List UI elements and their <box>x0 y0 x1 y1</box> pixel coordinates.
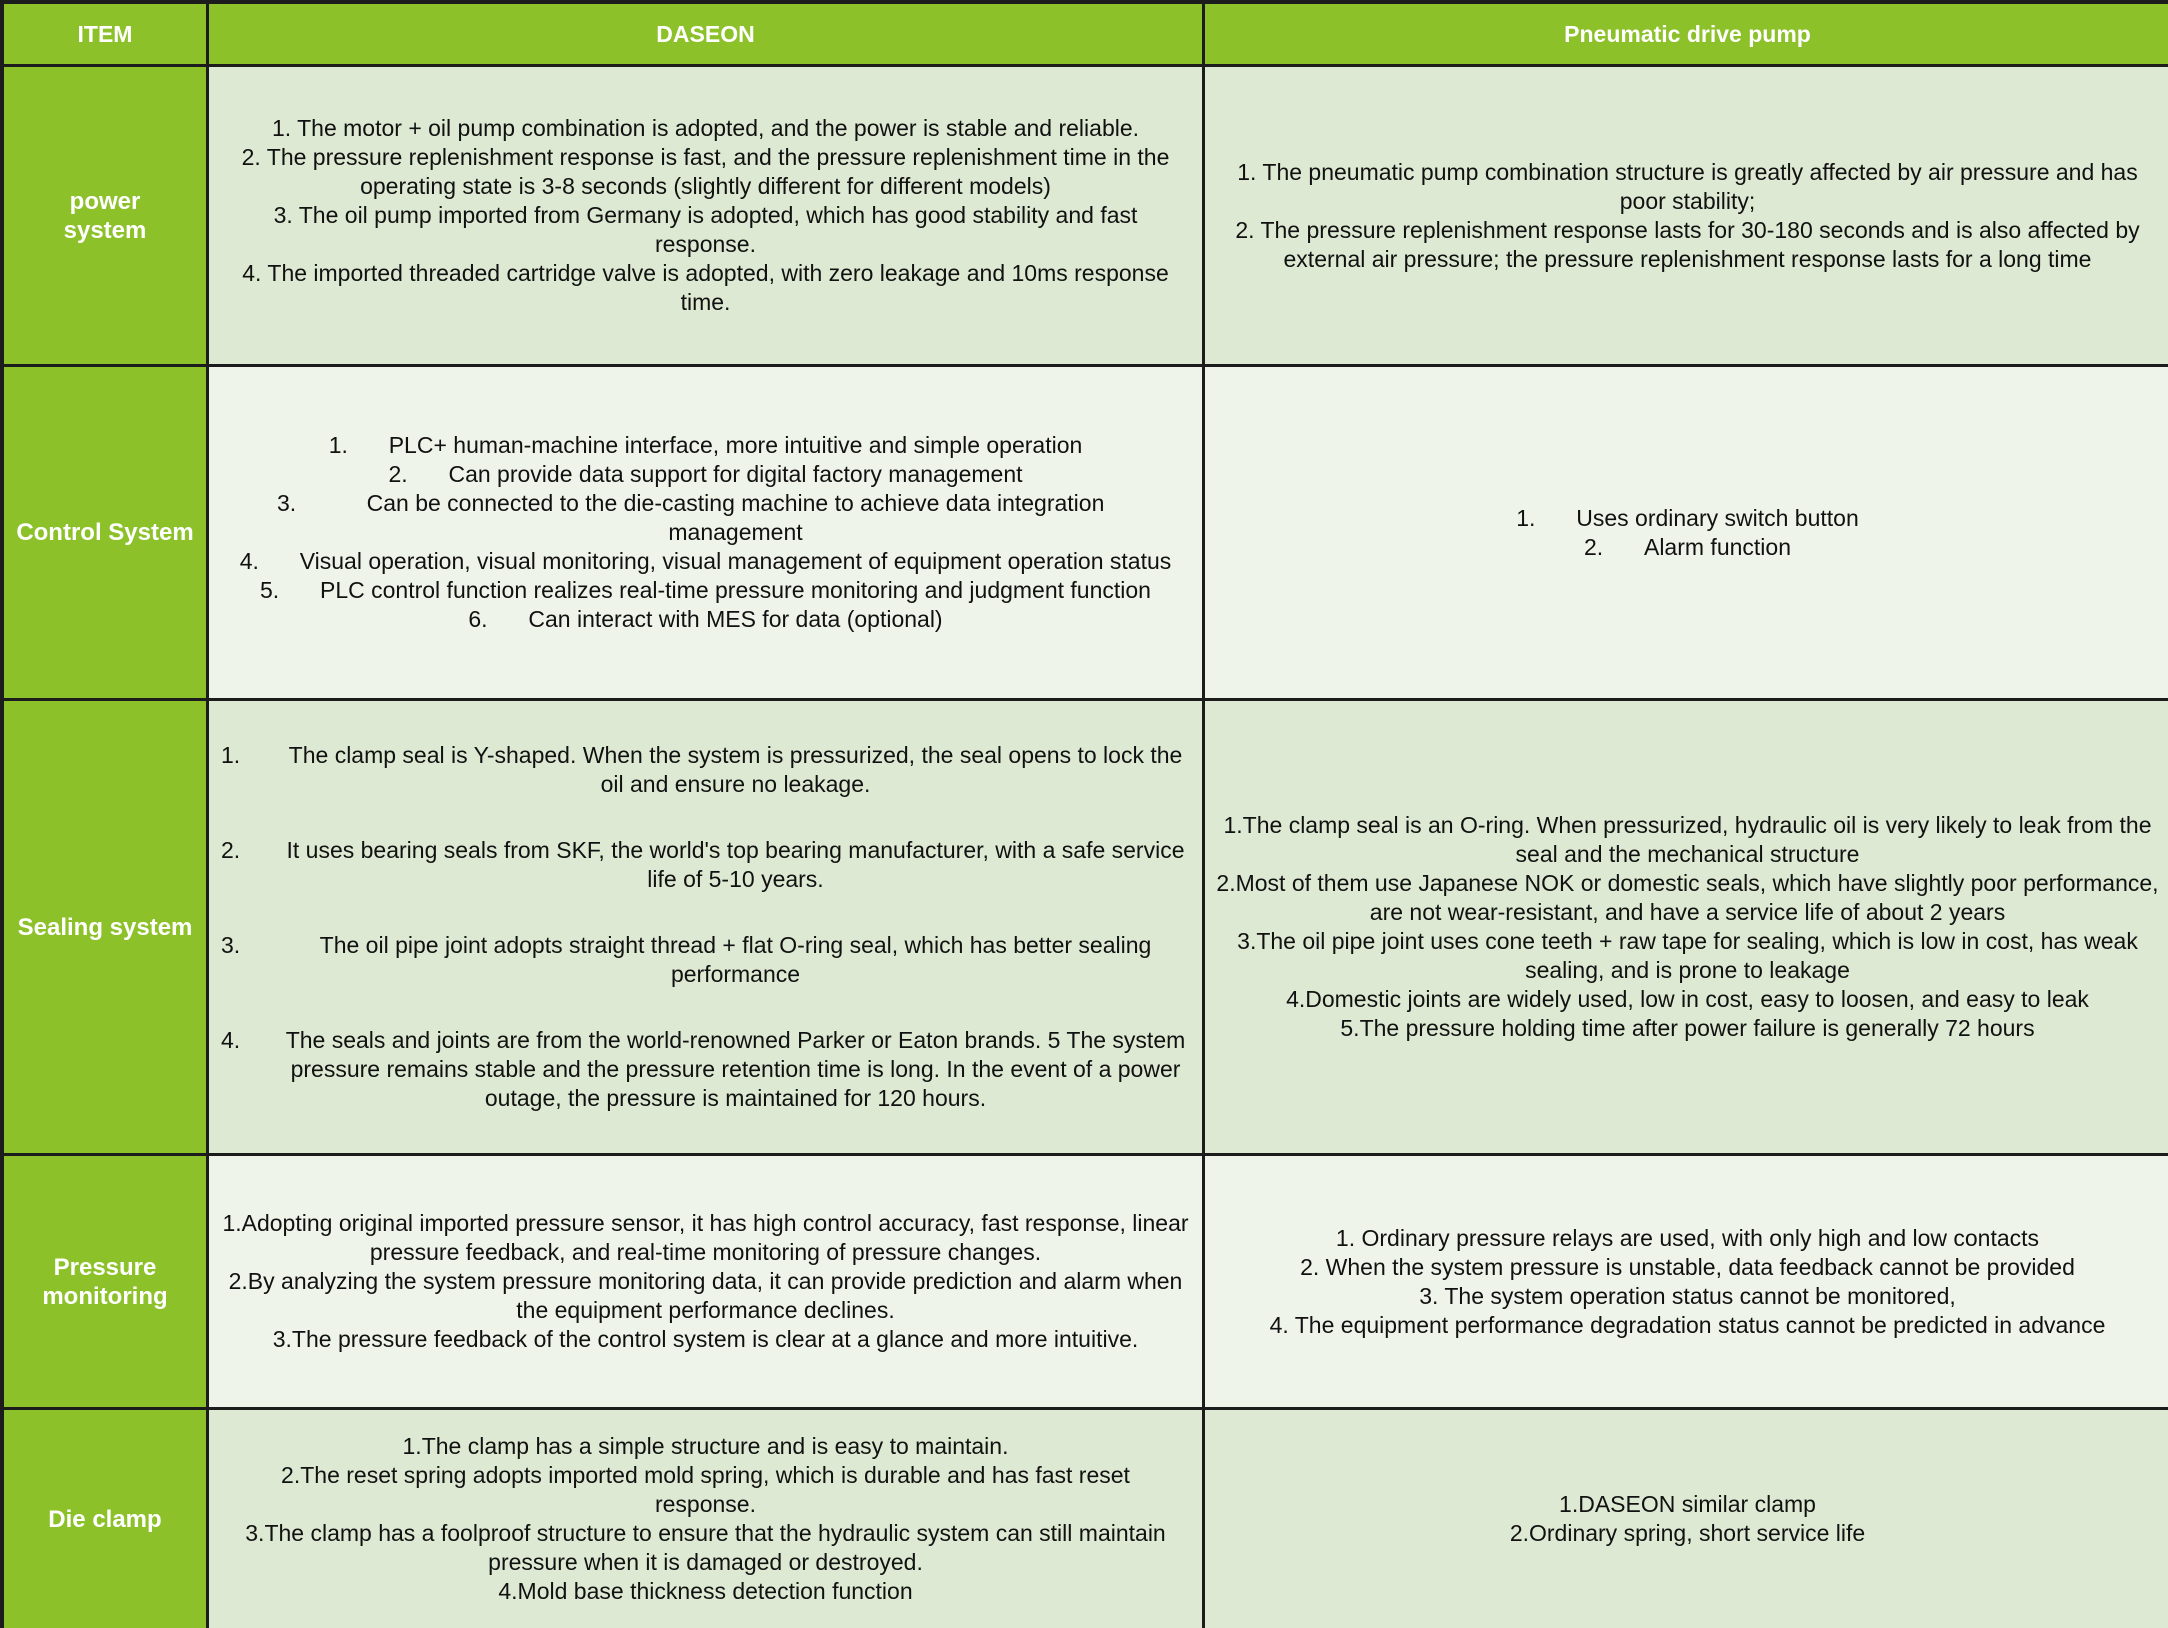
list-text: Can interact with MES for data (optional) <box>528 606 943 632</box>
row-label: power system <box>63 187 147 244</box>
row-label-die-clamp <box>4 1410 206 1628</box>
list-item: 2.Most of them use Japanese NOK or domestic seals, which have slightly poor performance, are not wear-resistant, and have a service life of about 2 years <box>1216 870 2159 925</box>
list-item: 2. The pressure replenishment response is fast, and the pressure replenishment time in the operating state is 3-8 seconds (slightly different for different models) <box>241 144 1170 199</box>
list-item: 2. When the system pressure is unstable, data feedback cannot be provided <box>1300 1253 2075 1280</box>
list-item <box>260 576 1151 605</box>
power-system-pneumatic-cell <box>1205 67 2168 364</box>
list-item <box>329 431 1083 460</box>
list-text: Alarm function <box>1643 533 1791 560</box>
list-item: 1.DASEON similar clamp <box>1559 1491 1816 1517</box>
list-number: 6. <box>468 606 488 632</box>
row-label: Die clamp <box>48 1505 162 1533</box>
list-number: 2. <box>221 837 241 863</box>
pressure-monitoring-daseon-cell <box>209 1156 1202 1407</box>
pressure-monitoring-pneumatic-cell <box>1205 1156 2168 1407</box>
list-number: 1. <box>328 432 348 458</box>
list-item: 4. The imported threaded cartridge valve is adopted, with zero leakage and 10ms response time. <box>242 260 1169 315</box>
list-item <box>220 547 1192 576</box>
list-item: 4. The equipment performance degradation status cannot be predicted in advance <box>1269 1311 2106 1338</box>
list-text: Uses ordinary switch button <box>1576 504 1859 531</box>
list-item: 1. Ordinary pressure relays are used, with only high and low contacts <box>1335 1224 2040 1251</box>
list-item: 2.Ordinary spring, short service life <box>1509 1520 1866 1546</box>
list-item: 3.The oil pipe joint uses cone teeth + raw tape for sealing, which is low in cost, has weak sealing, and is prone to leakage <box>1237 928 2138 983</box>
list-item <box>221 741 1190 799</box>
list-text: PLC control function realizes real-time pressure monitoring and judgment function <box>320 577 1151 603</box>
die-clamp-daseon-cell <box>209 1410 1202 1628</box>
list-item <box>1584 533 1791 562</box>
sealing-system-pneumatic-cell <box>1205 701 2168 1153</box>
list-item: 3.The pressure feedback of the control system is clear at a glance and more intuitive. <box>272 1326 1139 1352</box>
list-number: 1. <box>1516 504 1536 531</box>
list-item: 1. The pneumatic pump combination structure is greatly affected by air pressure and has poor stability; <box>1237 158 2138 214</box>
list-number: 5. <box>260 577 280 603</box>
row-label: Control System <box>16 519 194 546</box>
list-item: 2. The pressure replenishment response lasts for 30-180 seconds and is also affected by external air pressure; the pressure replenishment response lasts for a long time <box>1235 216 2140 272</box>
control-system-daseon-cell <box>209 367 1202 698</box>
list-item: 1.The clamp seal is an O-ring. When pressurized, hydraulic oil is very likely to leak from the seal and the mechanical structure <box>1223 812 2152 867</box>
list-item: 1.The clamp has a simple structure and is easy to maintain. <box>402 1433 1009 1459</box>
list-item: 1. The motor + oil pump combination is adopted, and the power is stable and reliable. <box>271 115 1140 141</box>
list-item: 2.The reset spring adopts imported mold spring, which is durable and has fast reset response. <box>281 1462 1130 1517</box>
list-number: 3. <box>277 490 297 516</box>
power-system-daseon-cell <box>209 67 1202 364</box>
row-label-pressure-monitoring <box>4 1156 206 1407</box>
list-item <box>221 1026 1190 1113</box>
list-item: 3. The system operation status cannot be monitored, <box>1419 1282 1956 1309</box>
list-number: 2. <box>388 461 408 487</box>
list-text: Can provide data support for digital factory management <box>448 461 1023 487</box>
list-item: 1.Adopting original imported pressure sensor, it has high control accuracy, fast response, linear pressure feedback, and real-time monitoring of pressure changes. <box>222 1210 1189 1265</box>
list-item: 3. The oil pump imported from Germany is adopted, which has good stability and fast response. <box>273 202 1138 257</box>
list-number: 1. <box>221 742 241 768</box>
list-text: Can be connected to the die-casting machine to achieve data integration management <box>366 490 1105 545</box>
header-daseon: DASEON <box>209 4 1202 64</box>
list-item: 4.Mold base thickness detection function <box>498 1578 913 1604</box>
list-item: 2.By analyzing the system pressure monitoring data, it can provide prediction and alarm when the equipment performance declines. <box>228 1268 1183 1323</box>
list-item <box>221 836 1190 894</box>
list-item <box>1516 504 1859 533</box>
list-item <box>468 605 942 634</box>
list-number: 4. <box>221 1027 241 1053</box>
list-item <box>221 931 1190 989</box>
die-clamp-pneumatic-cell <box>1205 1410 2168 1628</box>
list-text: Visual operation, visual monitoring, visual management of equipment operation status <box>299 548 1172 574</box>
header-pneumatic: Pneumatic drive pump <box>1205 4 2168 64</box>
list-item <box>388 460 1022 489</box>
list-item <box>217 489 1194 547</box>
row-label-power-system <box>4 67 206 364</box>
list-item: 5.The pressure holding time after power failure is generally 72 hours <box>1340 1015 2035 1041</box>
row-label-sealing-system <box>4 701 206 1153</box>
row-label: Pressure monitoring <box>42 1253 168 1310</box>
control-system-pneumatic-cell <box>1205 367 2168 698</box>
sealing-system-daseon-cell <box>209 701 1202 1153</box>
header-item: ITEM <box>4 4 206 64</box>
list-text: The clamp seal is Y-shaped. When the system is pressurized, the seal opens to lock the oil and ensure no leakage. <box>288 742 1183 797</box>
list-item: 3.The clamp has a foolproof structure to ensure that the hydraulic system can still maintain pressure when it is damaged or destroyed. <box>245 1520 1166 1575</box>
list-text: The oil pipe joint adopts straight thread + flat O-ring seal, which has better sealing performance <box>319 932 1152 987</box>
list-item: 4.Domestic joints are widely used, low in cost, easy to loosen, and easy to leak <box>1286 986 2089 1012</box>
list-number: 4. <box>239 548 259 574</box>
list-text: PLC+ human-machine interface, more intuitive and simple operation <box>388 432 1083 458</box>
row-label: Sealing system <box>17 913 193 941</box>
row-label-control-system <box>4 367 206 698</box>
list-text: The seals and joints are from the world-renowned Parker or Eaton brands. 5 The system pressure remains stable and the pressure retention time is long. In the event of a power outage, the pressure is maintained for 120 hours. <box>285 1027 1186 1111</box>
list-text: It uses bearing seals from SKF, the world's top bearing manufacturer, with a safe service life of 5-10 years. <box>286 837 1185 892</box>
list-number: 2. <box>1583 533 1604 560</box>
list-number: 3. <box>221 932 241 958</box>
